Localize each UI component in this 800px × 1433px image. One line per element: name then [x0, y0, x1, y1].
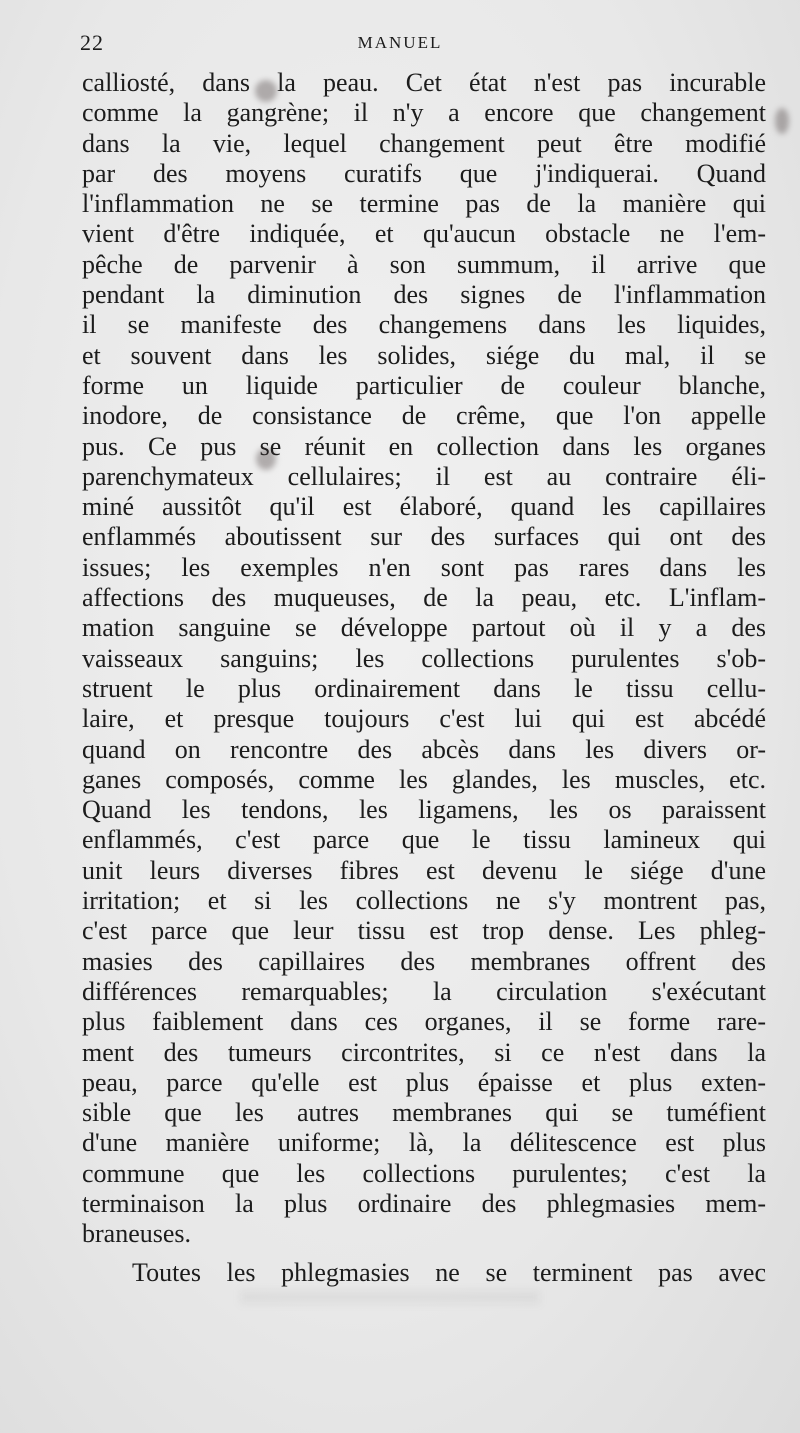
ink-smudge: [775, 108, 789, 134]
text-line: enflammés, c'est parce que le tissu lamineux qui: [82, 825, 766, 855]
paragraph-gap: [82, 1250, 766, 1258]
text-line: comme la gangrène; il n'y a encore que changement: [82, 98, 766, 128]
text-line: sible que les autres membranes qui se tuméfient: [82, 1098, 766, 1128]
text-line: pus. Ce pus se réunit en collection dans les organes: [82, 431, 766, 461]
text-line: enflammés aboutissent sur des surfaces qui ont des: [82, 522, 766, 552]
text-line: irritation; et si les collections ne s'y montrent pas,: [82, 886, 766, 916]
text-line: terminaison la plus ordinaire des phlegmasies mem-: [82, 1188, 766, 1218]
text-line: Toutes les phlegmasies ne se terminent pas avec: [132, 1257, 766, 1287]
text-line: parenchymateux cellulaires; il est au contraire éli-: [82, 461, 766, 491]
text-line: l'inflammation ne se termine pas de la manière qui: [82, 189, 766, 219]
text-line: calliosté, dans la peau. Cet état n'est pas incurable: [82, 68, 766, 97]
text-line: pendant la diminution des signes de l'inflammation: [82, 280, 766, 310]
running-title: MANUEL: [357, 33, 443, 52]
bleed-through: [240, 1290, 540, 1304]
text-line: unit leurs diverses fibres est devenu le siége d'une: [82, 855, 766, 885]
text-line: ganes composés, comme les glandes, les muscles, etc.: [82, 764, 766, 794]
text-line: peau, parce qu'elle est plus épaisse et plus exten-: [82, 1067, 766, 1097]
text-line: par des moyens curatifs que j'indiquerai. Quand: [82, 158, 766, 188]
text-line: et souvent dans les solides, siége du mal, il se: [82, 340, 766, 370]
ink-smudge: [256, 448, 276, 470]
text-line: vaisseaux sanguins; les collections purulentes s'ob-: [82, 643, 766, 673]
text-line: différences remarquables; la circulation s'exécutant: [82, 976, 766, 1006]
text-line: dans la vie, lequel changement peut être modifié: [82, 128, 766, 158]
text-line: struent le plus ordinairement dans le tissu cellu-: [82, 673, 766, 703]
text-line: braneuses.: [82, 1219, 192, 1249]
text-line: inodore, de consistance de crême, que l'on appelle: [82, 401, 766, 431]
text-line: Quand les tendons, les ligamens, les os paraissent: [82, 795, 766, 825]
text-line: c'est parce que leur tissu est trop dense. Les phleg-: [82, 916, 766, 946]
text-line: issues; les exemples n'en sont pas rares dans les: [82, 552, 766, 582]
text-line: d'une manière uniforme; là, la délitescence est plus: [82, 1128, 766, 1158]
text-line: forme un liquide particulier de couleur blanche,: [82, 370, 766, 400]
text-line: plus faiblement dans ces organes, il se forme rare-: [82, 1007, 766, 1037]
text-line: quand on rencontre des abcès dans les divers or-: [82, 734, 766, 764]
text-line: vient d'être indiquée, et qu'aucun obstacle ne l'em-: [82, 219, 766, 249]
text-line: pêche de parvenir à son summum, il arrive que: [82, 249, 766, 279]
page-number: 22: [80, 30, 104, 55]
text-line: masies des capillaires des membranes offrent des: [82, 946, 766, 976]
text-line: miné aussitôt qu'il est élaboré, quand les capillaires: [82, 492, 766, 522]
text-line: laire, et presque toujours c'est lui qui est abcédé: [82, 704, 766, 734]
ink-smudge: [255, 80, 277, 102]
text-line: commune que les collections purulentes; c'est la: [82, 1158, 766, 1188]
running-head: [0, 30, 800, 64]
body-text: [82, 68, 766, 1288]
text-line: mation sanguine se développe partout où il y a des: [82, 613, 766, 643]
text-line: ment des tumeurs circontrites, si ce n'est dans la: [82, 1037, 766, 1067]
text-line: affections des muqueuses, de la peau, etc. L'inflam-: [82, 583, 766, 613]
text-line: il se manifeste des changemens dans les liquides,: [82, 310, 766, 340]
